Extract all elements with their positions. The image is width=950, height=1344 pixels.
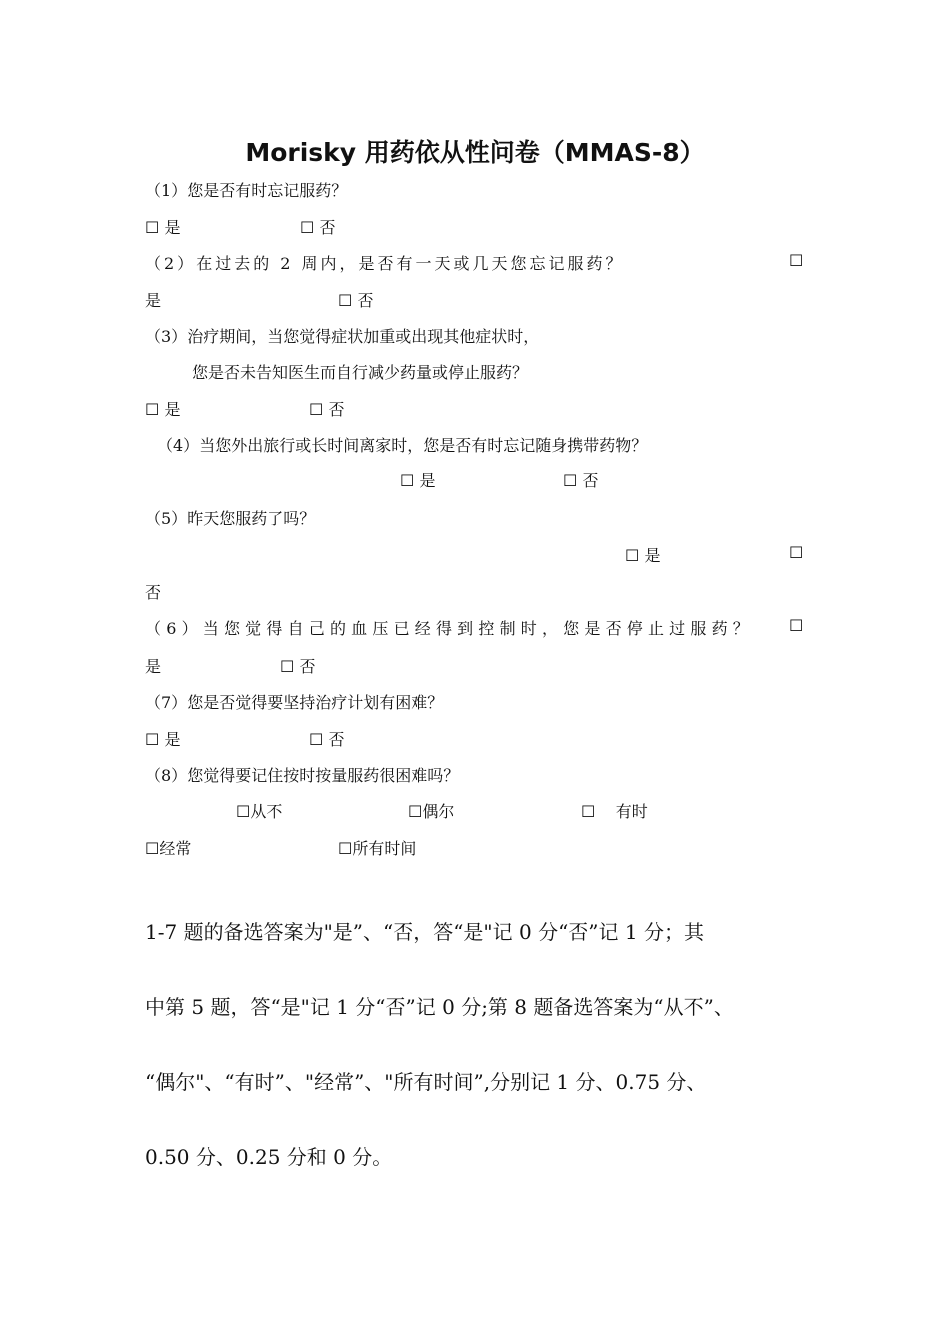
q8-option-occasionally[interactable]	[408, 799, 454, 822]
checkbox-icon[interactable]: ☐	[145, 730, 160, 749]
question-2-text: 在过去的 2 周内，是否有一天或几天您忘记服药？	[196, 254, 625, 273]
q5-no-checkbox[interactable]: ☐	[789, 543, 804, 562]
q3-no-option[interactable]	[309, 397, 344, 420]
checkbox-icon[interactable]: ☐	[581, 802, 596, 821]
checkbox-icon[interactable]: ☐	[280, 657, 295, 676]
q2-yes-label: 是	[145, 291, 162, 310]
scoring-note-line-4: 0.50 分、0.25 分和 0 分。	[145, 1145, 393, 1169]
q7-yes-label: 是	[164, 730, 181, 749]
question-3-number: （3）	[145, 327, 188, 346]
question-1	[145, 178, 347, 201]
question-1-number: （1）	[145, 181, 188, 200]
checkbox-icon[interactable]: ☐	[309, 730, 324, 749]
q7-no-label: 否	[328, 730, 345, 749]
scoring-note-line-3: “偶尔"、“有时”、"经常”、"所有时间”,分别记 1 分、0.75 分、	[145, 1070, 707, 1094]
q1-no-label: 否	[319, 218, 336, 237]
checkbox-icon[interactable]: ☐	[338, 839, 353, 858]
checkbox-icon[interactable]: ☐	[300, 218, 315, 237]
q8-option-sometimes-label: 有时	[615, 802, 648, 821]
q5-no-label: 否	[145, 583, 162, 602]
page-title: Morisky 用药依从性问卷（MMAS-8）	[245, 138, 705, 167]
q8-option-sometimes[interactable]	[581, 799, 648, 822]
question-7-text: 您是否觉得要坚持治疗计划有困难？	[187, 693, 444, 712]
question-5-number: （5）	[145, 509, 188, 528]
q5-yes-option[interactable]	[625, 543, 660, 566]
question-3	[145, 324, 539, 347]
q3-no-label: 否	[328, 400, 345, 419]
question-3-text: 治疗期间，当您觉得症状加重或出现其他症状时，	[187, 327, 540, 346]
question-8	[145, 763, 459, 786]
question-4-number: （4）	[157, 436, 200, 455]
checkbox-icon[interactable]: ☐	[145, 839, 160, 858]
q4-no-option[interactable]	[563, 468, 598, 491]
question-4-text: 当您外出旅行或长时间离家时，您是否有时忘记随身携带药物？	[199, 436, 648, 455]
scoring-note-line-1: 1-7 题的备选答案为"是”、“否，答“是"记 0 分“否”记 1 分；其	[145, 920, 704, 944]
question-7-number: （7）	[145, 693, 188, 712]
question-1-text: 您是否有时忘记服药？	[187, 181, 348, 200]
question-5	[145, 506, 315, 529]
q4-yes-option[interactable]	[400, 468, 435, 491]
question-8-number: （8）	[145, 766, 188, 785]
q2-no-label: 否	[357, 291, 374, 310]
checkbox-icon[interactable]: ☐	[563, 471, 578, 490]
question-4	[157, 433, 647, 456]
question-6-text: 当您觉得自己的血压已经得到控制时，您是否停止过服药？	[202, 619, 754, 638]
q2-no-option[interactable]	[338, 288, 373, 311]
question-8-text: 您觉得要记住按时按量服药很困难吗？	[187, 766, 460, 785]
q8-option-often-label: 经常	[159, 839, 192, 858]
q6-no-label: 否	[299, 657, 316, 676]
q3-yes-label: 是	[164, 400, 181, 419]
question-2	[145, 251, 625, 274]
checkbox-icon[interactable]: ☐	[309, 400, 324, 419]
q5-yes-label: 是	[644, 546, 661, 565]
q4-yes-label: 是	[419, 471, 436, 490]
q1-yes-option[interactable]	[145, 215, 180, 238]
q8-option-all-the-time[interactable]	[338, 836, 416, 859]
q8-option-often[interactable]	[145, 836, 191, 859]
q8-option-all-the-time-label: 所有时间	[352, 839, 417, 858]
q3-yes-option[interactable]	[145, 397, 180, 420]
q4-no-label: 否	[582, 471, 599, 490]
checkbox-icon[interactable]: ☐	[625, 546, 640, 565]
q6-yes-label: 是	[145, 657, 162, 676]
q6-no-option[interactable]	[280, 654, 315, 677]
checkbox-icon[interactable]: ☐	[236, 802, 251, 821]
q8-option-occasionally-label: 偶尔	[422, 802, 455, 821]
question-5-text: 昨天您服药了吗？	[187, 509, 316, 528]
question-2-number: （2）	[145, 254, 197, 273]
q1-no-option[interactable]	[300, 215, 335, 238]
question-7	[145, 690, 443, 713]
checkbox-icon[interactable]: ☐	[145, 218, 160, 237]
question-6-number: （6）	[145, 619, 203, 638]
q8-option-never-label: 从不	[250, 802, 283, 821]
question-6	[145, 616, 754, 639]
q7-yes-option[interactable]	[145, 727, 180, 750]
scoring-note-line-2: 中第 5 题，答“是"记 1 分“否”记 0 分;第 8 题备选答案为“从不”、	[145, 995, 734, 1019]
checkbox-icon[interactable]: ☐	[338, 291, 353, 310]
q6-yes-checkbox[interactable]: ☐	[789, 616, 804, 635]
checkbox-icon[interactable]: ☐	[400, 471, 415, 490]
q7-no-option[interactable]	[309, 727, 344, 750]
checkbox-icon[interactable]: ☐	[408, 802, 423, 821]
checkbox-icon[interactable]: ☐	[145, 400, 160, 419]
q1-yes-label: 是	[164, 218, 181, 237]
question-3-text-line2: 您是否未告知医生而自行减少药量或停止服药？	[192, 363, 529, 382]
q8-option-never[interactable]	[236, 799, 282, 822]
q2-yes-checkbox[interactable]: ☐	[789, 251, 804, 270]
